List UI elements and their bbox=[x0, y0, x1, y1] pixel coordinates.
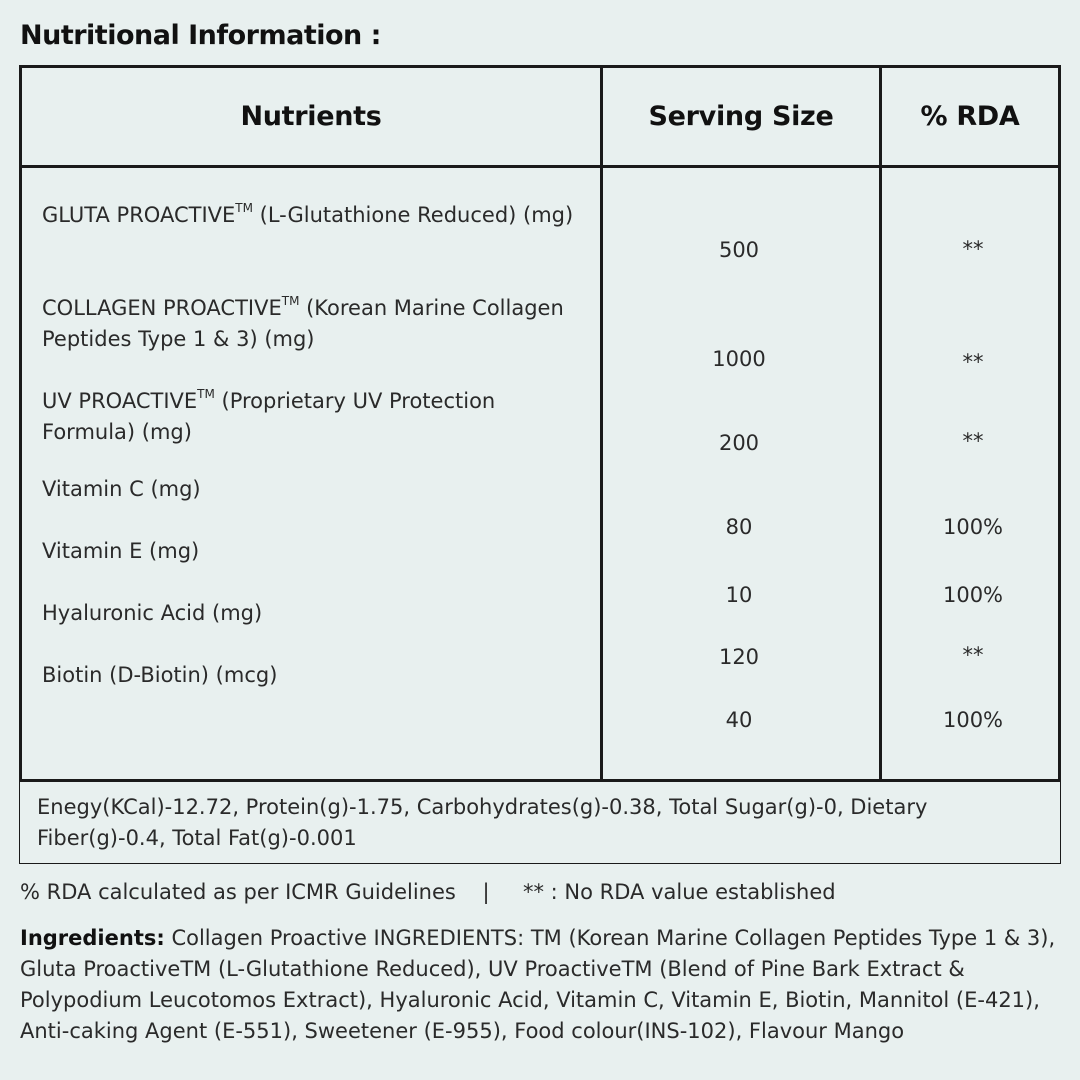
nutrient-name: Vitamin C (mg) bbox=[42, 477, 201, 501]
serving-value: 40 bbox=[725, 708, 753, 732]
rda-value: ** bbox=[962, 350, 984, 374]
header-nutrients: Nutrients bbox=[240, 101, 382, 132]
rda-value: 100% bbox=[942, 515, 1004, 539]
nutrition-table bbox=[19, 65, 1061, 782]
rda-value: ** bbox=[962, 643, 984, 667]
rda-note bbox=[20, 877, 836, 908]
note-separator: | bbox=[482, 880, 490, 904]
energy-summary: Enegy(KCal)-12.72, Protein(g)-1.75, Carbohydrates(g)-0.38, Total Sugar(g)-0, Dietary Fiber(g)-0.4, Total Fat(g)-0.001 bbox=[19, 782, 1061, 864]
serving-value: 80 bbox=[725, 515, 753, 539]
rda-value: 100% bbox=[942, 583, 1004, 607]
header-rda: % RDA bbox=[920, 101, 1020, 132]
ingredients-list: Collagen Proactive INGREDIENTS: TM (Korean Marine Collagen Peptides Type 1 & 3), Gluta ProactiveTM (L-Glutathione Reduced), UV ProactiveTM (Blend of Pine Bark Extract & Polypodium Leucotomos Extract), Hyaluronic Acid, Vitamin C, Vitamin E, Biotin, Mannitol (E-421), Anti-caking Agent (E-551), Sweetener (E-955), Food colour(INS-102), Flavour Mango bbox=[20, 926, 1056, 1043]
ingredients-text bbox=[20, 923, 1062, 1047]
nutrient-name: GLUTA PROACTIVE™ (L-Glutathione Reduced) (mg) bbox=[42, 201, 574, 227]
nutrient-name: Hyaluronic Acid (mg) bbox=[42, 601, 263, 625]
header-serving-size: Serving Size bbox=[648, 101, 834, 132]
nutrient-name: Vitamin E (mg) bbox=[42, 539, 200, 563]
ingredients-label: Ingredients: bbox=[20, 926, 165, 950]
serving-value: 1000 bbox=[712, 347, 766, 371]
nutrient-name: Biotin (D-Biotin) (mcg) bbox=[42, 663, 278, 687]
serving-value: 200 bbox=[718, 431, 760, 455]
page-title: Nutritional Information : bbox=[20, 20, 381, 51]
rda-basis-note: % RDA calculated as per ICMR Guidelines bbox=[20, 880, 456, 904]
rda-value: 100% bbox=[942, 708, 1004, 732]
serving-value: 120 bbox=[718, 645, 760, 669]
column-divider bbox=[879, 68, 882, 779]
column-divider bbox=[600, 68, 603, 779]
serving-value: 500 bbox=[718, 238, 760, 262]
rda-value: ** bbox=[962, 429, 984, 453]
rda-value: ** bbox=[962, 237, 984, 261]
nutrient-name: UV PROACTIVE™ (Proprietary UV Protection Formula) (mg) bbox=[42, 387, 496, 444]
serving-value: 10 bbox=[725, 583, 753, 607]
header-divider bbox=[22, 165, 1058, 168]
no-rda-note: ** : No RDA value established bbox=[523, 880, 836, 904]
nutrient-name: COLLAGEN PROACTIVE™ (Korean Marine Collagen Peptides Type 1 & 3) (mg) bbox=[42, 294, 564, 351]
